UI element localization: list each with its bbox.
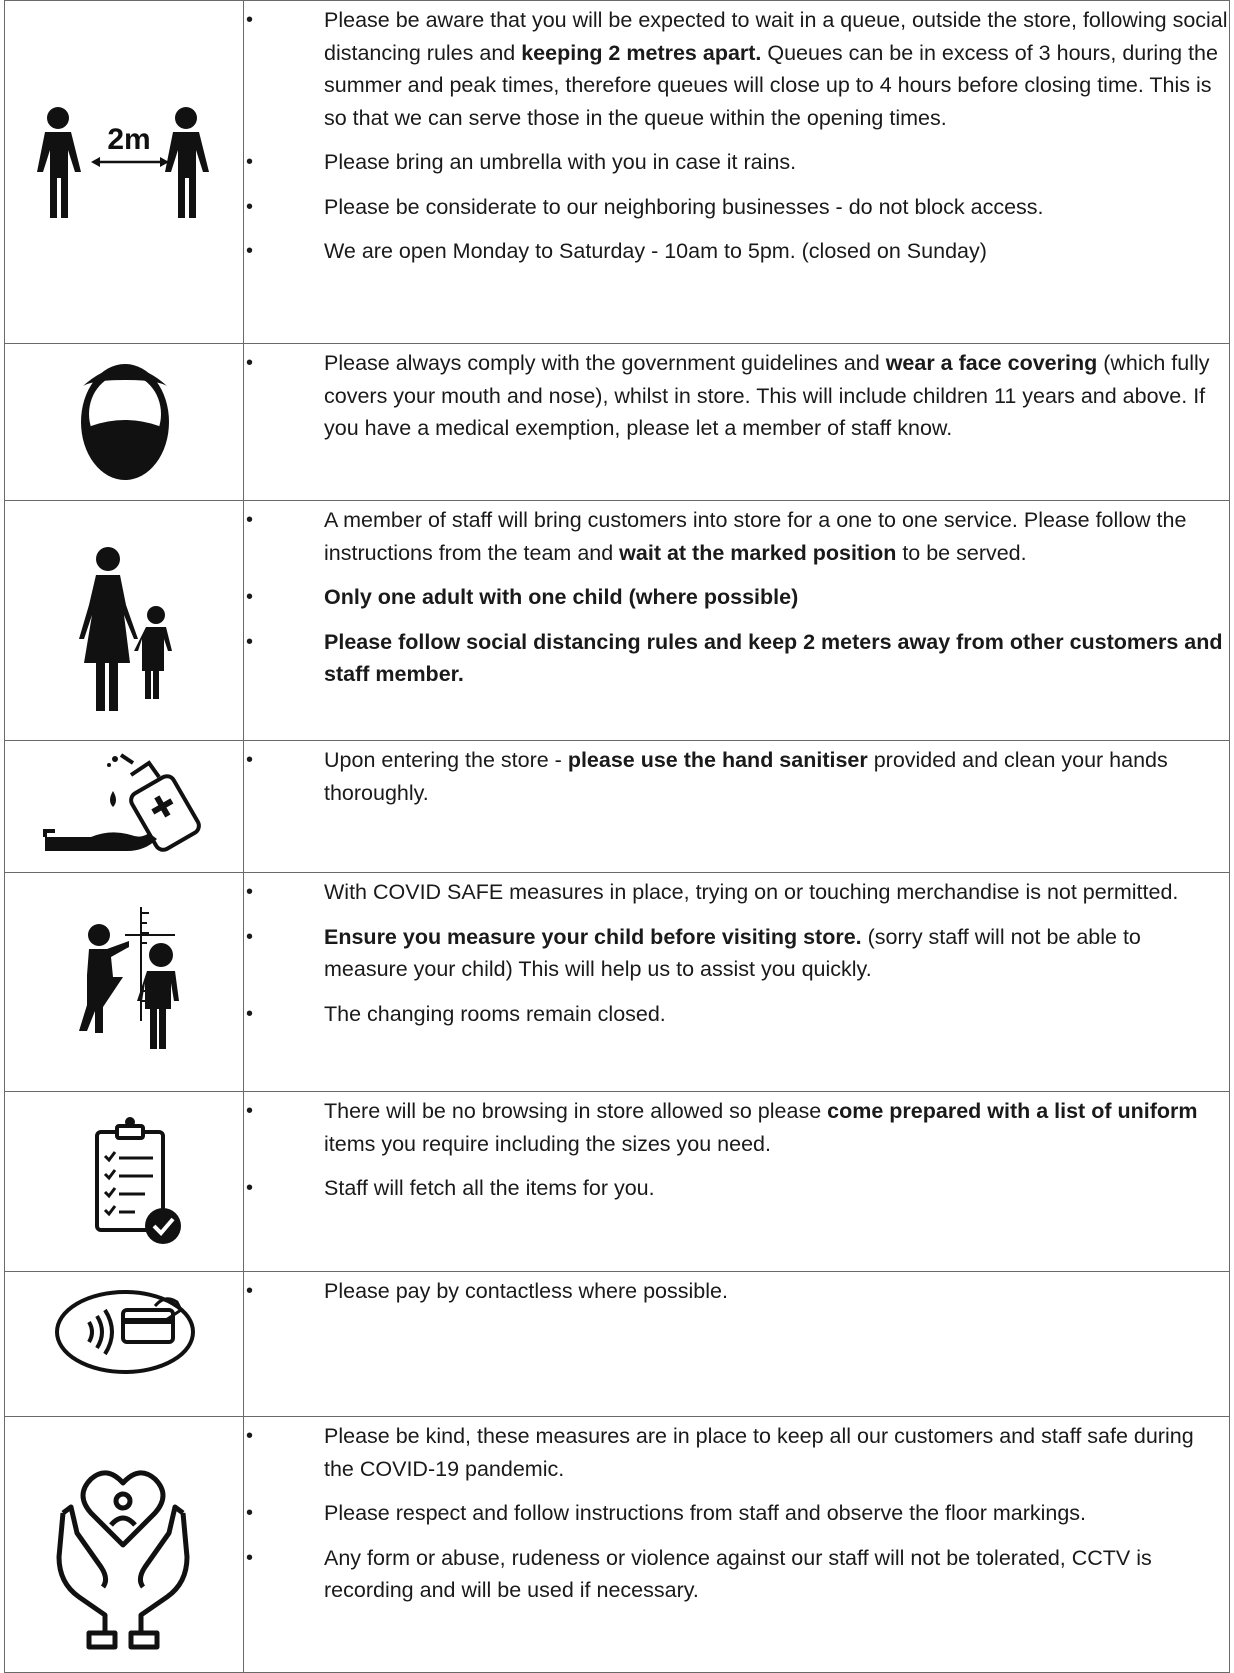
contactless-payment-icon [5,1272,243,1417]
text-cell [244,1417,1230,1673]
text-cell [244,501,1230,741]
list-item: • Ensure you measure your child before visiting store. (sorry staff will not be able to measure your child) This will help us to assist you quickly. [244,921,1229,986]
notice-row-queue [5,1,1230,344]
notice-row-contactless [5,1272,1230,1417]
bullet-list [244,876,1229,1030]
measure-child-icon [5,873,243,1092]
notice-row-be-kind [5,1417,1230,1673]
text-cell [244,741,1230,873]
text-cell [244,1,1230,344]
bullet-list [244,504,1229,691]
bullet-list [244,1275,1229,1308]
list-item: • Please pay by contactless where possible. [244,1275,1229,1308]
bullet-list [244,1095,1229,1205]
icon-cell [5,1092,244,1272]
list-item: • Any form or abuse, rudeness or violence against our staff will not be tolerated, CCTV is recording and will be used if necessary. [244,1542,1229,1607]
notice-table [4,0,1230,1673]
list-item: • With COVID SAFE measures in place, trying on or touching merchandise is not permitted. [244,876,1229,909]
clipboard-checklist-icon [5,1092,243,1272]
covid-notice-sheet [4,0,1230,1672]
list-item: • Only one adult with one child (where possible) [244,581,1229,614]
list-item: • Please always comply with the government guidelines and wear a face covering (which fully covers your mouth and nose), whilst in store. This will include children 11 years and above. If you have a medical exemption, please let a member of staff know. [244,347,1229,445]
icon-cell [5,501,244,741]
text-cell [244,1272,1230,1417]
text-cell [244,873,1230,1092]
list-item: • Please be aware that you will be expected to wait in a queue, outside the store, following social distancing rules and keeping 2 metres apart. Queues can be in excess of 3 hours, during the summer and peak times, therefore queues will close up to 4 hours before closing time. This is so that we can serve those in the queue within the opening times. [244,4,1229,134]
notice-row-hand-sanitiser [5,741,1230,873]
list-item: • Please be kind, these measures are in place to keep all our customers and staff safe during the COVID-19 pandemic. [244,1420,1229,1485]
text-cell [244,344,1230,501]
list-item: • The changing rooms remain closed. [244,998,1229,1031]
list-item: • Staff will fetch all the items for you. [244,1172,1229,1205]
list-item: • Please follow social distancing rules and keep 2 meters away from other customers and staff member. [244,626,1229,691]
notice-row-face-covering [5,344,1230,501]
bullet-list [244,744,1229,809]
icon-cell [5,1,244,344]
icon-cell [5,1417,244,1673]
notice-row-list-of-uniform [5,1092,1230,1272]
notice-row-one-to-one-service [5,501,1230,741]
social-distancing-2m-icon [5,1,243,344]
hand-sanitiser-icon [5,741,243,873]
icon-cell [5,344,244,501]
list-item: • Please bring an umbrella with you in case it rains. [244,146,1229,179]
list-item: • Upon entering the store - please use the hand sanitiser provided and clean your hands thoroughly. [244,744,1229,809]
list-item: • We are open Monday to Saturday - 10am to 5pm. (closed on Sunday) [244,235,1229,268]
icon-cell [5,741,244,873]
bullet-list [244,1420,1229,1607]
icon-cell [5,1272,244,1417]
icon-cell [5,873,244,1092]
adult-with-child-icon [5,501,243,741]
notice-row-measure-child [5,873,1230,1092]
hands-heart-care-icon [5,1417,243,1673]
face-mask-icon [5,344,243,501]
bullet-list [244,347,1229,445]
list-item: • Please be considerate to our neighboring businesses - do not block access. [244,191,1229,224]
list-item: • Please respect and follow instructions from staff and observe the floor markings. [244,1497,1229,1530]
list-item: • There will be no browsing in store allowed so please come prepared with a list of uniform items you require including the sizes you need. [244,1095,1229,1160]
list-item: • A member of staff will bring customers into store for a one to one service. Please follow the instructions from the team and wait at the marked position to be served. [244,504,1229,569]
bullet-list [244,4,1229,268]
distance-label: 2m [107,123,151,156]
text-cell [244,1092,1230,1272]
